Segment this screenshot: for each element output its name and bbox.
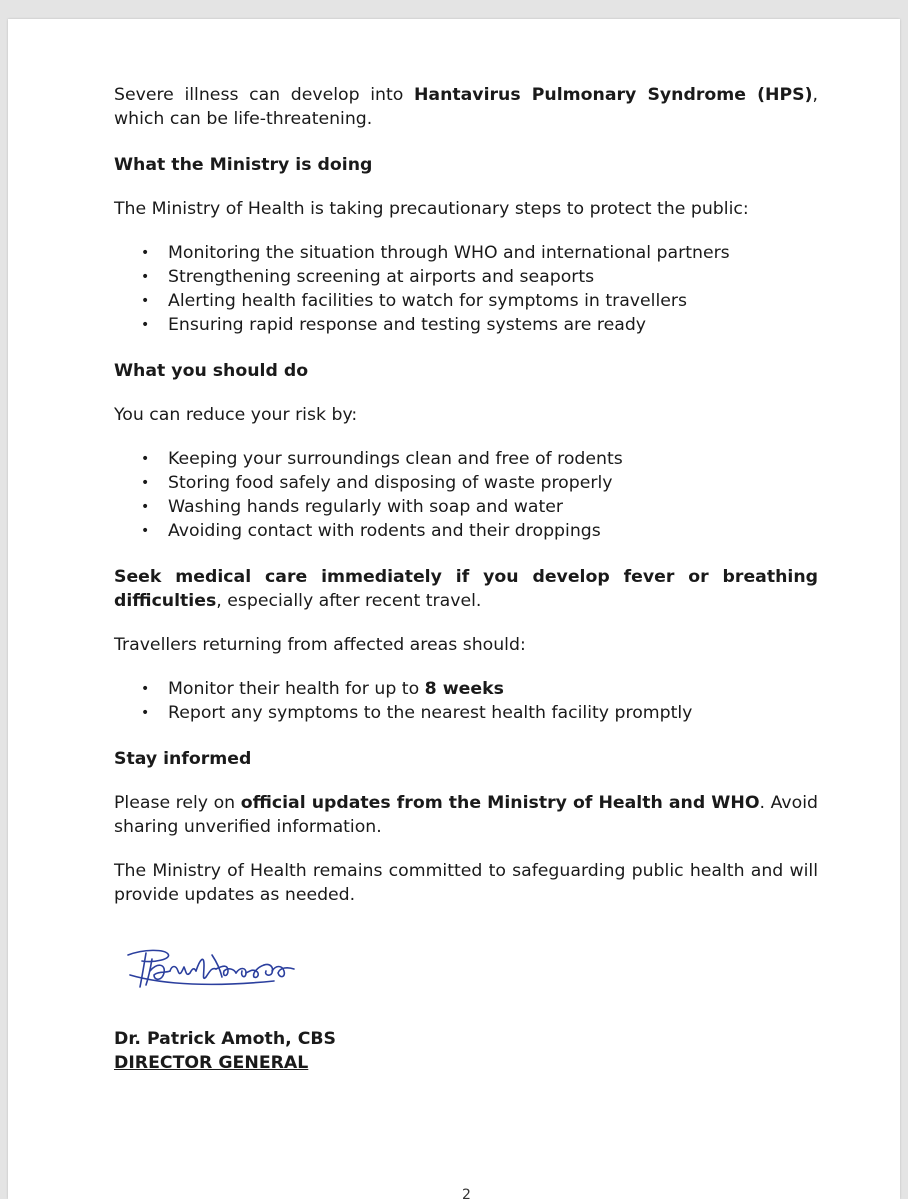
seek-care-paragraph [114,565,818,613]
list-item-text: Monitor their health for up to [168,679,425,699]
list-item [114,677,818,701]
bullet-icon: • [141,451,150,467]
list-item [114,701,818,725]
bullet-icon: • [141,245,150,261]
bullet-icon: • [141,269,150,285]
bullet-icon: • [141,475,150,491]
list-item [114,495,818,519]
page-content [114,83,818,1075]
list-item [114,289,818,313]
risk-reduction-list [114,447,818,543]
document-page [8,19,900,1199]
informed-text-end: . Avoid sharing unverified information. [114,793,818,837]
list-item-text: Report any symptoms to the nearest health facility promptly [168,703,693,723]
bullet-icon: • [141,523,150,539]
informed-paragraph [114,791,818,839]
list-item [114,313,818,337]
informed-heading: Stay informed [114,749,252,769]
informed-text: Please rely on [114,793,241,813]
intro-paragraph [114,83,818,131]
list-item-text: Monitoring the situation through WHO and international partners [168,243,730,263]
signature-area [114,907,818,1007]
you-lead: You can reduce your risk by: [114,405,358,425]
signatory-name: Dr. Patrick Amoth, CBS [114,1029,337,1049]
list-item-text: Washing hands regularly with soap and water [168,497,564,517]
official-updates-emphasis: official updates from the Ministry of Health and WHO [240,793,760,813]
list-item-text: Ensuring rapid response and testing systems are ready [168,315,647,335]
list-item-text: Strengthening screening at airports and seaports [168,267,595,287]
intro-text: Severe illness can develop into [114,85,414,105]
seek-care-emphasis: Seek medical care immediately if you develop fever or breathing difficulties [114,567,818,611]
intro-text-end: , which can be life-threatening. [114,85,818,129]
bullet-icon: • [141,317,150,333]
signatory-title: DIRECTOR GENERAL [114,1053,309,1073]
list-item [114,447,818,471]
list-item [114,519,818,543]
ministry-lead: The Ministry of Health is taking precautionary steps to protect the public: [114,199,749,219]
ministry-actions-list [114,241,818,337]
ministry-heading: What the Ministry is doing [114,155,373,175]
list-item [114,241,818,265]
page-number: 2 [462,1187,471,1199]
bullet-icon: • [141,681,150,697]
list-item-text: Storing food safely and disposing of waste properly [168,473,613,493]
list-item-text: Alerting health facilities to watch for symptoms in travellers [168,291,688,311]
travellers-lead: Travellers returning from affected areas should: [114,635,526,655]
closing-paragraph: The Ministry of Health remains committed to safeguarding public health and will provide updates as needed. [114,861,818,905]
list-item-text: Avoiding contact with rodents and their droppings [168,521,601,541]
handwritten-signature [124,945,324,997]
list-item [114,471,818,495]
travellers-list [114,677,818,725]
list-item-text: Keeping your surroundings clean and free of rodents [168,449,623,469]
seek-care-text: , especially after recent travel. [216,591,482,611]
bullet-icon: • [141,293,150,309]
bullet-icon: • [141,499,150,515]
bullet-icon: • [141,705,150,721]
duration-emphasis: 8 weeks [424,679,504,699]
hps-term: Hantavirus Pulmonary Syndrome (HPS) [413,85,813,105]
you-heading: What you should do [114,361,309,381]
list-item [114,265,818,289]
